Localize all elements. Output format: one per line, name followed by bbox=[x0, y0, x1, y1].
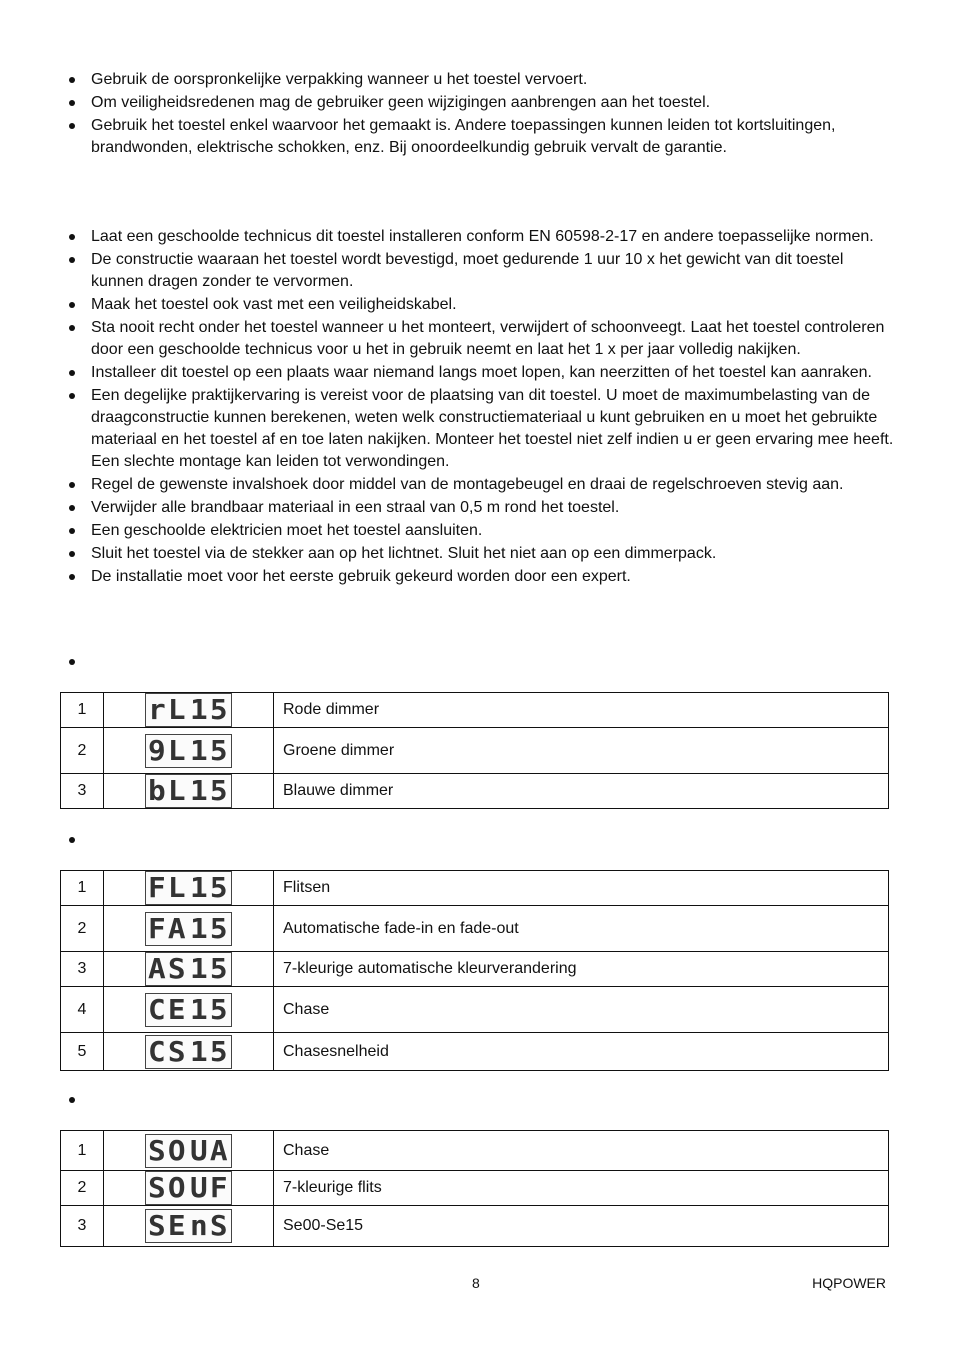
sound-code-table bbox=[60, 1130, 889, 1247]
table-row bbox=[61, 987, 889, 1033]
led-display-text: bL bbox=[147, 774, 188, 807]
list-item: Verwijder alle brandbaar materiaal in een straal van 0,5 m rond het toestel. bbox=[60, 497, 895, 519]
list-item: Regel de gewenste invalshoek door middel van de montagebeugel en draai de regelschroeven stevig aan. bbox=[60, 474, 895, 496]
list-item: Een geschoolde elektricien moet het toestel aansluiten. bbox=[60, 520, 895, 542]
led-display-text: 15 bbox=[189, 693, 230, 726]
row-number: 3 bbox=[61, 1206, 104, 1247]
row-description: Blauwe dimmer bbox=[274, 774, 889, 809]
row-number: 1 bbox=[61, 1131, 104, 1171]
led-display-text: 15 bbox=[189, 871, 230, 904]
led-display-text: 15 bbox=[189, 733, 230, 767]
row-description: 7-kleurige automatische kleurverandering bbox=[274, 952, 889, 987]
led-display bbox=[104, 1033, 274, 1071]
led-display-text: nS bbox=[189, 1209, 230, 1242]
dimmer-code-table bbox=[60, 692, 889, 809]
row-description: Se00-Se15 bbox=[274, 1206, 889, 1247]
led-display bbox=[104, 952, 274, 987]
row-number: 4 bbox=[61, 987, 104, 1033]
row-description: Chase bbox=[274, 1131, 889, 1171]
table-row bbox=[61, 952, 889, 987]
general-guidelines-list bbox=[60, 69, 895, 160]
table-row bbox=[61, 1033, 889, 1071]
bullet-dot bbox=[69, 659, 75, 665]
brand-name: HQPOWER bbox=[812, 1275, 886, 1291]
led-display-text: 15 bbox=[189, 774, 230, 807]
table-row bbox=[61, 1206, 889, 1247]
list-item: Een degelijke praktijkervaring is vereist voor de plaatsing van dit toestel. U moet de maximumbelasting van de draagconstructie kunnen berekenen, weten welk constructiemateriaal u kunt gebruiken en u moet het gebruikte materiaal en het toestel af en toe laten nakijken. Monteer het toestel niet zelf indien u er geen ervaring mee heeft. Een slechte montage kan leiden tot verwondingen. bbox=[60, 385, 895, 473]
bullet-dot bbox=[69, 1097, 75, 1103]
led-display bbox=[104, 871, 274, 906]
list-item: De constructie waaraan het toestel wordt bevestigd, moet gedurende 1 uur 10 x het gewicht van dit toestel kunnen dragen zonder te vervormen. bbox=[60, 249, 895, 293]
list-item: Maak het toestel ook vast met een veiligheidskabel. bbox=[60, 294, 895, 316]
led-display bbox=[104, 1131, 274, 1171]
led-display-text: 15 bbox=[189, 952, 230, 985]
led-display-text: SO bbox=[147, 1171, 188, 1204]
table-row bbox=[61, 774, 889, 809]
list-item: Om veiligheidsredenen mag de gebruiker geen wijzigingen aanbrengen aan het toestel. bbox=[60, 92, 895, 114]
row-number: 2 bbox=[61, 906, 104, 952]
led-display-text: SE bbox=[147, 1209, 188, 1242]
table-row bbox=[61, 906, 889, 952]
row-description: Automatische fade-in en fade-out bbox=[274, 906, 889, 952]
led-display-text: CE bbox=[147, 992, 188, 1026]
list-item: Installeer dit toestel op een plaats waar niemand langs moet lopen, kan neerzitten of het toestel kan aanraken. bbox=[60, 362, 895, 384]
led-display bbox=[104, 774, 274, 809]
table-row bbox=[61, 693, 889, 728]
led-display-text: 15 bbox=[189, 1034, 230, 1068]
list-item: De installatie moet voor het eerste gebruik gekeurd worden door een expert. bbox=[60, 566, 895, 588]
table-row bbox=[61, 1131, 889, 1171]
list-item: Sluit het toestel via de stekker aan op het lichtnet. Sluit het niet aan op een dimmerpack. bbox=[60, 543, 895, 565]
row-number: 1 bbox=[61, 693, 104, 728]
led-display-text: 9L bbox=[147, 733, 188, 767]
led-display-text: CS bbox=[147, 1034, 188, 1068]
row-number: 3 bbox=[61, 952, 104, 987]
led-display bbox=[104, 987, 274, 1033]
led-display-text: FL bbox=[147, 871, 188, 904]
led-display-text: UA bbox=[189, 1133, 230, 1167]
row-number: 1 bbox=[61, 871, 104, 906]
led-display-text: AS bbox=[147, 952, 188, 985]
row-description: 7-kleurige flits bbox=[274, 1171, 889, 1206]
row-description: Groene dimmer bbox=[274, 728, 889, 774]
led-display bbox=[104, 1171, 274, 1206]
table-row bbox=[61, 871, 889, 906]
row-number: 5 bbox=[61, 1033, 104, 1071]
list-item: Laat een geschoolde technicus dit toestel installeren conform EN 60598-2-17 en andere toepasselijke normen. bbox=[60, 226, 895, 248]
row-number: 2 bbox=[61, 1171, 104, 1206]
row-description: Chasesnelheid bbox=[274, 1033, 889, 1071]
row-description: Flitsen bbox=[274, 871, 889, 906]
table-row bbox=[61, 1171, 889, 1206]
page-number: 8 bbox=[472, 1275, 480, 1291]
led-display-text: 15 bbox=[189, 911, 230, 945]
led-display bbox=[104, 728, 274, 774]
led-display bbox=[104, 906, 274, 952]
mode-code-table bbox=[60, 870, 889, 1071]
row-number: 2 bbox=[61, 728, 104, 774]
installation-list bbox=[60, 226, 895, 589]
led-display-text: 15 bbox=[189, 992, 230, 1026]
list-item: Gebruik het toestel enkel waarvoor het gemaakt is. Andere toepassingen kunnen leiden tot kortsluitingen, brandwonden, elektrische schokken, enz. Bij onoordeelkundig gebruik vervalt de garantie. bbox=[60, 115, 895, 159]
row-number: 3 bbox=[61, 774, 104, 809]
list-item: Sta nooit recht onder het toestel wanneer u het monteert, verwijdert of schoonveegt. Laat het toestel controleren door een geschoolde technicus voor u het in gebruik neemt en laat het 1 x per jaar volledig nakijken. bbox=[60, 317, 895, 361]
led-display bbox=[104, 1206, 274, 1247]
led-display-text: FA bbox=[147, 911, 188, 945]
table-row bbox=[61, 728, 889, 774]
led-display bbox=[104, 693, 274, 728]
row-description: Rode dimmer bbox=[274, 693, 889, 728]
led-display-text: SO bbox=[147, 1133, 188, 1167]
list-item: Gebruik de oorspronkelijke verpakking wanneer u het toestel vervoert. bbox=[60, 69, 895, 91]
led-display-text: UF bbox=[189, 1171, 230, 1204]
led-display-text: rL bbox=[147, 693, 188, 726]
bullet-dot bbox=[69, 837, 75, 843]
row-description: Chase bbox=[274, 987, 889, 1033]
